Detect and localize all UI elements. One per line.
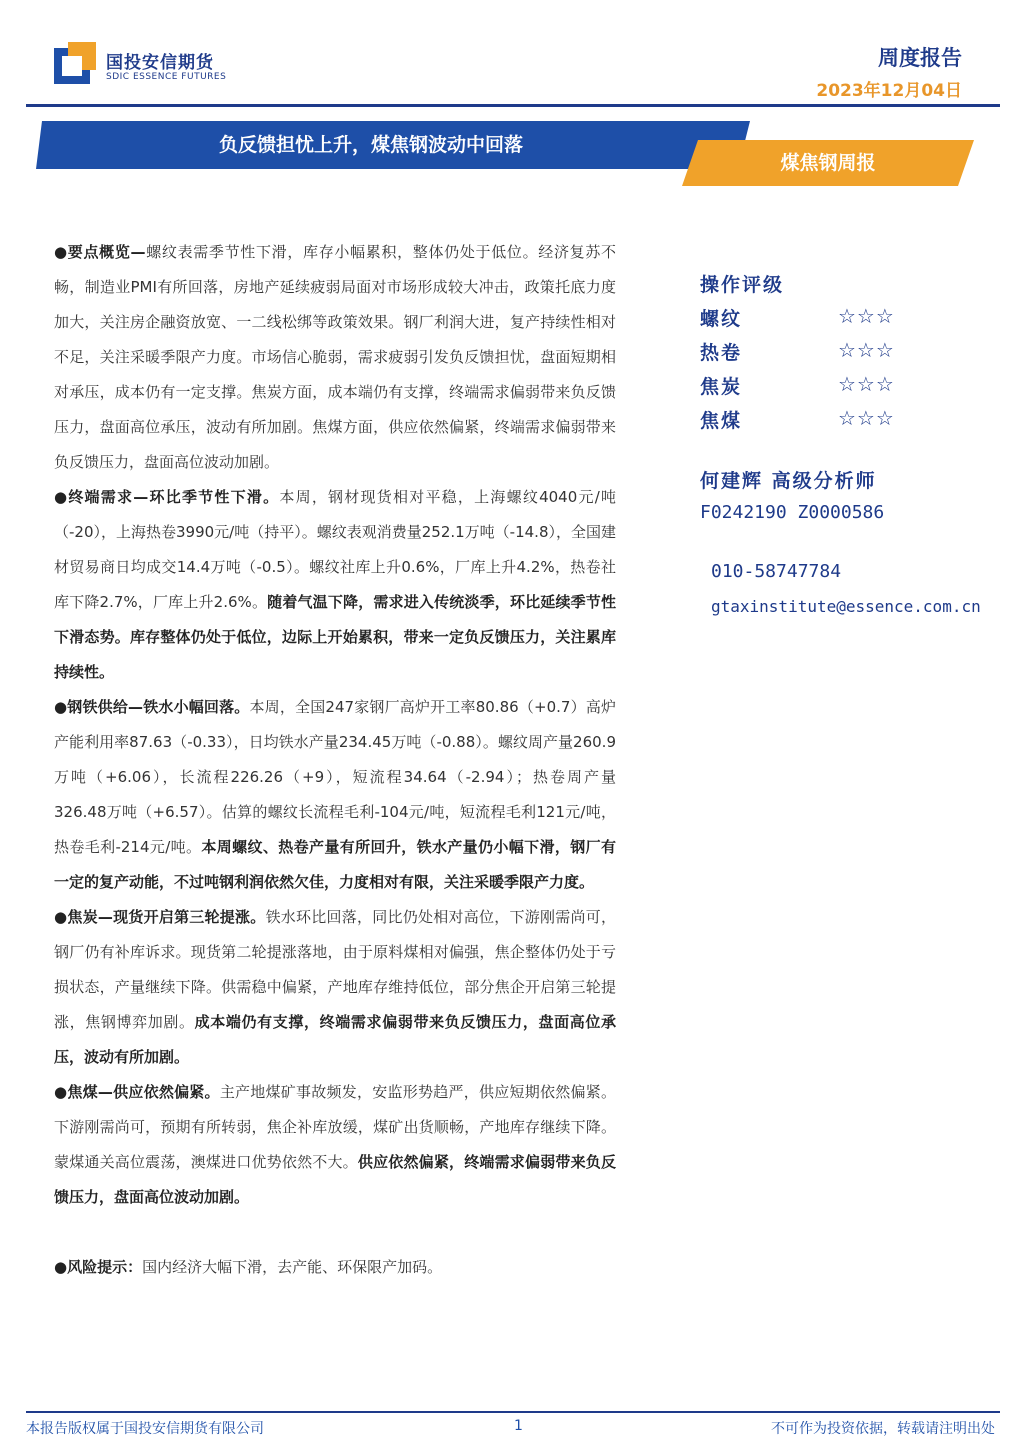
section-text: 主产地煤矿事故频发，安监形势趋严，供应短期依然偏紧。下游刚需尚可，预期有所转弱，焦企补库放缓，煤矿出货顺畅，产地库存继续下降。蒙煤通关高位震荡，澳煤进口优势依然不大。 [54, 1083, 616, 1171]
rating-row-hot-coil [700, 338, 1020, 372]
section-heading: ●风险提示： [54, 1258, 143, 1276]
rating-stars-icon: ☆☆☆ [838, 406, 895, 430]
analyst-license: F0242190 Z0000586 [700, 502, 885, 523]
logo-chinese-name: 国投安信期货 [106, 53, 214, 73]
section-heading: ●终端需求—环比季节性下滑。 [54, 488, 280, 506]
spacer [54, 1215, 616, 1250]
section-text: 本周，全国247家钢厂高炉开工率80.86（+0.7）高炉产能利用率87.63（-0.33），日均铁水产量234.45万吨（-0.88）。螺纹周产量260.9万吨（+6.06），长流程226.26（+9），短流程34.64（-2.94）；热卷周产量326.48万吨（+6.57）。估算的螺纹长流程毛利-104元/吨，短流程毛利121元/吨，热卷毛利-214元/吨。 [54, 698, 617, 856]
section-conclusion: 随着气温下降，需求进入传统淡季，环比延续季节性下滑态势。库存整体仍处于低位，边际上开始累积，带来一定负反馈压力，关注累库持续性。 [54, 593, 616, 681]
company-logo [54, 42, 244, 90]
section-heading: ●焦煤—供应依然偏紧。 [54, 1083, 220, 1101]
rating-stars-icon: ☆☆☆ [838, 304, 895, 328]
rating-name: 焦炭 [700, 376, 743, 398]
section-heading: ●要点概览— [54, 243, 146, 261]
section-heading: ●焦炭—现货开启第三轮提涨。 [54, 908, 266, 926]
rating-name: 螺纹 [700, 308, 743, 330]
section-heading: ●钢铁供给—铁水小幅回落。 [54, 698, 250, 716]
header-divider [26, 104, 1000, 107]
footer-disclaimer: 不可作为投资依据，转载请注明出处 [771, 1421, 995, 1437]
rating-name: 热卷 [700, 342, 743, 364]
analyst-name: 何建辉 高级分析师 [700, 470, 877, 492]
section-overview [54, 235, 616, 480]
contact-phone: 010-58747784 [711, 561, 842, 582]
section-supply [54, 690, 616, 900]
rating-stars-icon: ☆☆☆ [838, 372, 895, 396]
section-coking-coal [54, 1075, 616, 1215]
rating-panel [700, 270, 1020, 440]
rating-title: 操作评级 [700, 274, 785, 296]
section-risk [54, 1250, 616, 1285]
logo-english-name: SDIC ESSENCE FUTURES [106, 72, 227, 82]
rating-row-coking-coal [700, 406, 1020, 440]
section-conclusion: 本周螺纹、热卷产量有所回升，铁水产量仍小幅下滑，钢厂有一定的复产动能，不过吨钢利润依然欠佳，力度相对有限，关注采暖季限产力度。 [54, 838, 616, 891]
logo-mark-icon [54, 42, 96, 84]
footer-copyright: 本报告版权属于国投安信期货有限公司 [26, 1421, 264, 1437]
section-coke [54, 900, 616, 1075]
section-text: 本周，钢材现货相对平稳，上海螺纹4040元/吨（-20），上海热卷3990元/吨（持平）。螺纹表观消费量252.1万吨（-14.8），全国建材贸易商日均成交14.4万吨（-0.5）。螺纹社库上升0.6%，厂库上升4.2%，热卷社库下降2.7%，厂库上升2.6%。 [54, 488, 617, 611]
section-conclusion: 供应依然偏紧，终端需求偏弱带来负反馈压力，盘面高位波动加剧。 [54, 1153, 616, 1206]
section-demand [54, 480, 616, 690]
section-text: 螺纹表需季节性下滑，库存小幅累积，整体仍处于低位。经济复苏不畅，制造业PMI有所回落，房地产延续疲弱局面对市场形成较大冲击，政策托底力度加大，关注房企融资放宽、一二线松绑等政策效果。钢厂利润大进，复产持续性相对不足，关注采暖季限产力度。市场信心脆弱，需求疲弱引发负反馈担忧，盘面短期相对承压，成本仍有一定支撑。焦炭方面，成本端仍有支撑，终端需求偏弱带来负反馈压力，盘面高位承压，波动有所加剧。焦煤方面，供应依然偏紧，终端需求偏弱带来负反馈压力，盘面高位波动加剧。 [54, 243, 616, 471]
contact-email[interactable]: gtaxinstitute@essence.com.cn [711, 597, 981, 616]
section-text: 国内经济大幅下滑，去产能、环保限产加码。 [142, 1258, 443, 1276]
report-date: 2023年12月04日 [816, 81, 962, 101]
report-title: 负反馈担忧上升，煤焦钢波动中回落 [218, 134, 523, 156]
page-number: 1 [514, 1418, 523, 1434]
section-text: 铁水环比回落，同比仍处相对高位，下游刚需尚可，钢厂仍有补库诉求。现货第二轮提涨落地，由于原料煤相对偏强，焦企整体仍处于亏损状态，产量继续下降。供需稳中偏紧，产地库存维持低位，部分焦企开启第三轮提涨，焦钢博弈加剧。 [54, 908, 616, 1031]
footer-divider [26, 1411, 1000, 1413]
series-tag-label: 煤焦钢周报 [780, 152, 876, 174]
section-conclusion: 成本端仍有支撑，终端需求偏弱带来负反馈压力，盘面高位承压，波动有所加剧。 [54, 1013, 616, 1066]
rating-row-coke [700, 372, 1020, 406]
report-body [54, 235, 616, 1285]
rating-stars-icon: ☆☆☆ [838, 338, 895, 362]
rating-row-rebar [700, 304, 1020, 338]
report-type: 周度报告 [878, 46, 962, 70]
rating-name: 焦煤 [700, 410, 743, 432]
